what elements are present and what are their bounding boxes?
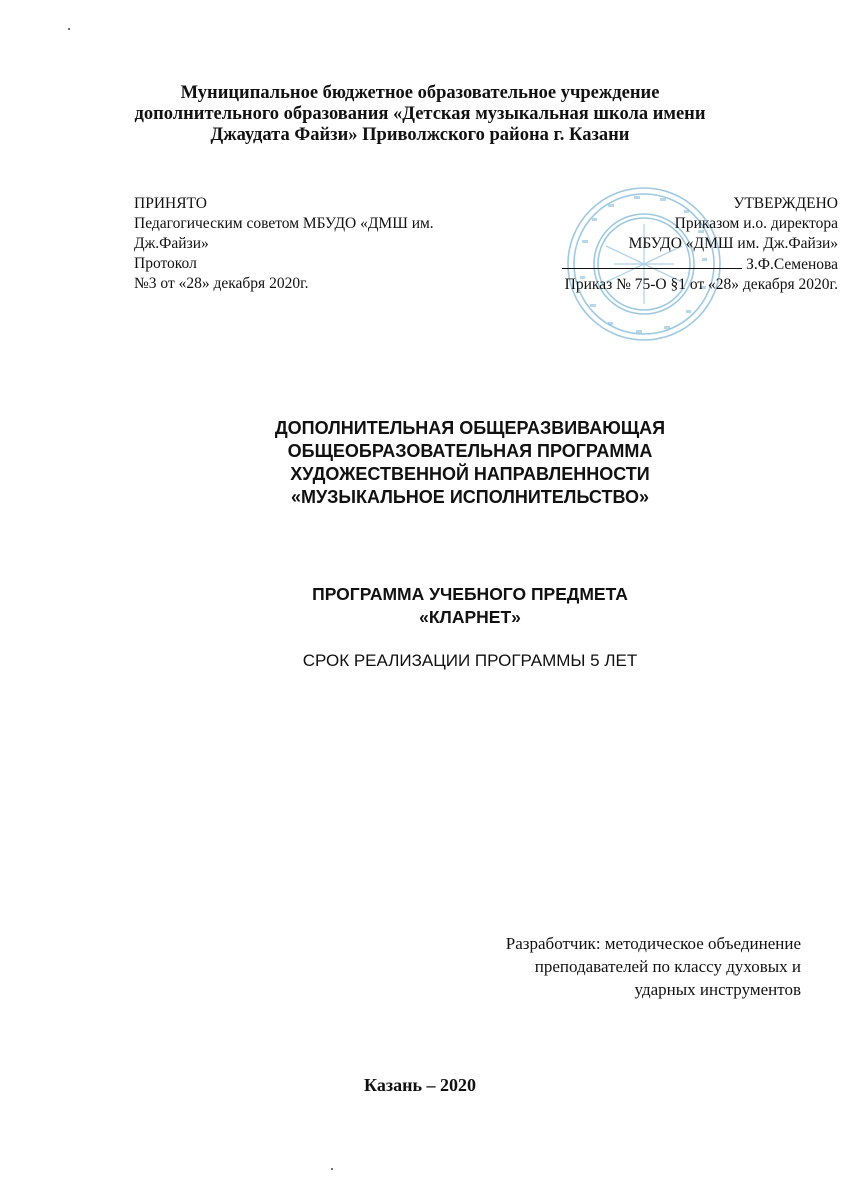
program-title-line: ХУДОЖЕСТВЕННОЙ НАПРАВЛЕННОСТИ — [290, 464, 650, 484]
approved-line: Приказ № 75-О §1 от «28» декабря 2020г. — [564, 276, 838, 293]
signature-row — [498, 254, 838, 275]
scan-speck — [331, 1168, 333, 1170]
accepted-line: Дж.Файзи» — [134, 235, 209, 252]
program-title — [120, 417, 820, 509]
scan-speck — [68, 28, 70, 30]
accepted-line: Педагогическим советом МБУДО «ДМШ им. — [134, 215, 434, 232]
program-title-line: ДОПОЛНИТЕЛЬНАЯ ОБЩЕРАЗВИВАЮЩАЯ — [274, 418, 666, 438]
accepted-line: №3 от «28» декабря 2020г. — [134, 275, 309, 292]
signature-line — [562, 254, 742, 269]
accepted-heading: ПРИНЯТО — [134, 195, 207, 212]
subject-title-line: «КЛАРНЕТ» — [419, 607, 521, 627]
subject-title-line: ПРОГРАММА УЧЕБНОГО ПРЕДМЕТА — [312, 584, 628, 604]
approved-heading: УТВЕРЖДЕНО — [733, 195, 838, 212]
developer-block — [381, 932, 801, 1001]
approved-block — [498, 194, 838, 295]
accepted-line: Протокол — [134, 255, 197, 272]
subject-title — [120, 583, 820, 629]
developer-line: преподавателей по классу духовых и — [534, 957, 801, 976]
developer-line: Разработчик: методическое объединение — [505, 934, 801, 953]
organization-line: Муниципальное бюджетное образовательное учреждение — [180, 83, 660, 103]
signer-name: З.Ф.Семенова — [746, 256, 838, 273]
developer-line: ударных инструментов — [634, 980, 801, 999]
program-term: СРОК РЕАЛИЗАЦИИ ПРОГРАММЫ 5 ЛЕТ — [302, 651, 638, 670]
city-year: Казань – 2020 — [364, 1075, 476, 1095]
approved-line: МБУДО «ДМШ им. Дж.Файзи» — [628, 235, 838, 252]
organization-line: Джаудата Файзи» Приволжского района г. Казани — [210, 125, 630, 145]
accepted-block — [134, 194, 514, 294]
organization-line: дополнительного образования «Детская музыкальная школа имени — [134, 104, 706, 124]
approved-line: Приказом и.о. директора — [674, 215, 838, 232]
program-title-line: ОБЩЕОБРАЗОВАТЕЛЬНАЯ ПРОГРАММА — [287, 441, 653, 461]
organization-header — [100, 83, 740, 146]
program-title-line: «МУЗЫКАЛЬНОЕ ИСПОЛНИТЕЛЬСТВО» — [290, 487, 650, 507]
